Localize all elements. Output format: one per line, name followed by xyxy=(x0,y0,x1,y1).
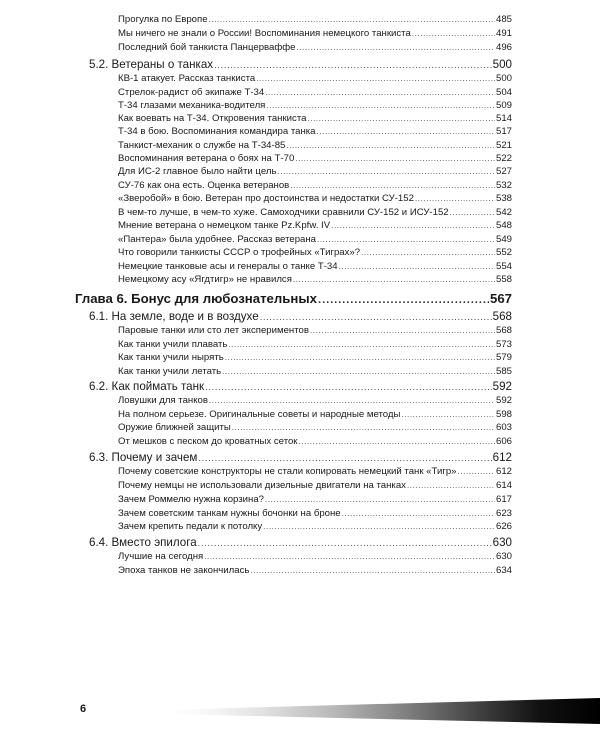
dot-leader xyxy=(250,567,495,575)
toc-entry xyxy=(118,565,512,576)
toc-page-number: 548 xyxy=(495,220,512,231)
toc-page-number: 606 xyxy=(495,436,512,447)
decorative-gradient-bar xyxy=(170,698,600,724)
page-number: 6 xyxy=(80,703,87,715)
toc-page-number: 568 xyxy=(495,325,512,336)
toc-title: На полном серьезе. Оригинальные советы и народные методы xyxy=(118,409,401,420)
toc-entry xyxy=(118,436,512,447)
toc-title: Зачем крепить педали к потолку xyxy=(118,521,263,532)
toc-page-number: 614 xyxy=(495,480,512,491)
dot-leader xyxy=(265,496,495,504)
toc-title: «Пантера» была удобнее. Рассказ ветерана xyxy=(118,234,316,245)
toc-entry xyxy=(118,422,512,433)
dot-leader xyxy=(277,168,495,176)
toc-page-number: 496 xyxy=(495,42,512,53)
toc-section xyxy=(89,58,512,71)
toc-title: Зачем советским танкам нужны бочонки на броне xyxy=(118,508,341,519)
dot-leader xyxy=(361,249,495,257)
dot-leader xyxy=(198,539,492,548)
toc-page-number: 568 xyxy=(492,310,512,323)
toc-entry xyxy=(118,140,512,151)
toc-entry xyxy=(118,366,512,377)
toc-title: Как танки учили плавать xyxy=(118,339,228,350)
toc-title: Ловушки для танков xyxy=(118,395,208,406)
toc-entry xyxy=(118,180,512,191)
toc-title: Как танки учили летать xyxy=(118,366,222,377)
toc-section xyxy=(89,310,512,323)
toc-page-number: 573 xyxy=(495,339,512,350)
toc-entry xyxy=(118,466,512,477)
dot-leader xyxy=(296,44,495,52)
dot-leader xyxy=(286,142,495,150)
toc-page-number: 500 xyxy=(492,58,512,71)
toc-entry xyxy=(118,494,512,505)
toc-title: 5.2. Ветераны о танках xyxy=(89,58,214,71)
toc-entry xyxy=(118,234,512,245)
dot-leader xyxy=(310,327,495,335)
toc-page-number: 623 xyxy=(495,508,512,519)
toc-title: Немецкому асу «Ягдтигр» не нравился xyxy=(118,274,292,285)
toc-page-number: 585 xyxy=(495,366,512,377)
dot-leader xyxy=(295,155,495,163)
toc-title: 6.3. Почему и зачем xyxy=(89,451,198,464)
toc-section xyxy=(89,380,512,393)
toc-title: Как воевать на Т-34. Откровения танкиста xyxy=(118,113,307,124)
toc-title: Т-34 в бою. Воспоминания командира танка xyxy=(118,126,316,137)
toc-page-number: 549 xyxy=(495,234,512,245)
dot-leader xyxy=(317,236,495,244)
dot-leader xyxy=(339,263,495,271)
toc-title: 6.4. Вместо эпилога xyxy=(89,536,197,549)
toc-page-number: 538 xyxy=(495,193,512,204)
dot-leader xyxy=(331,222,495,230)
dot-leader xyxy=(204,553,495,561)
toc-entry xyxy=(118,247,512,258)
toc-page-number: 521 xyxy=(495,140,512,151)
toc-page-number: 532 xyxy=(495,180,512,191)
toc-chapter xyxy=(75,291,512,306)
toc-page-number: 491 xyxy=(495,28,512,39)
toc-entry xyxy=(118,220,512,231)
toc-entry xyxy=(118,28,512,39)
dot-leader xyxy=(214,61,492,70)
dot-leader xyxy=(415,195,495,203)
toc-page-number: 517 xyxy=(495,126,512,137)
toc-page-number: 612 xyxy=(495,466,512,477)
toc-entry xyxy=(118,480,512,491)
dot-leader xyxy=(293,276,495,284)
toc-page-number: 558 xyxy=(495,274,512,285)
toc-entry xyxy=(118,153,512,164)
dot-leader xyxy=(198,454,491,463)
toc-page-number: 567 xyxy=(489,291,512,306)
toc-page-number: 522 xyxy=(495,153,512,164)
dot-leader xyxy=(266,102,495,110)
toc-entry xyxy=(118,395,512,406)
dot-leader xyxy=(299,438,495,446)
toc-entry xyxy=(118,193,512,204)
dot-leader xyxy=(458,468,495,476)
dot-leader xyxy=(317,128,495,136)
toc-title: Почему немцы не использовали дизельные двигатели на танках xyxy=(118,480,406,491)
dot-leader xyxy=(209,16,495,24)
dot-leader xyxy=(318,296,489,306)
toc-title: От мешков с песком до кроватных сеток xyxy=(118,436,298,447)
toc-entry xyxy=(118,274,512,285)
dot-leader xyxy=(407,482,495,490)
toc-page-number: 500 xyxy=(495,73,512,84)
dot-leader xyxy=(228,341,495,349)
dot-leader xyxy=(401,411,495,419)
toc-entry xyxy=(118,339,512,350)
toc-page-number: 554 xyxy=(495,261,512,272)
toc-page-number: 634 xyxy=(495,565,512,576)
toc-entry xyxy=(118,521,512,532)
toc-title: Немецкие танковые асы и генералы о танке Т-34 xyxy=(118,261,338,272)
toc-page-number: 612 xyxy=(492,451,512,464)
toc-page-number: 552 xyxy=(495,247,512,258)
toc-title: СУ-76 как она есть. Оценка ветеранов xyxy=(118,180,290,191)
toc-title: Оружие ближней защиты xyxy=(118,422,231,433)
dot-leader xyxy=(260,313,492,322)
toc-title: Последний бой танкиста Панцерваффе xyxy=(118,42,296,53)
toc-page-number: 504 xyxy=(495,87,512,98)
toc-title: Эпоха танков не закончилась xyxy=(118,565,250,576)
dot-leader xyxy=(342,510,495,518)
dot-leader xyxy=(412,30,495,38)
toc-page-number: 485 xyxy=(495,14,512,25)
dot-leader xyxy=(256,75,495,83)
dot-leader xyxy=(222,368,495,376)
toc-title: Стрелок-радист об экипаже Т-34 xyxy=(118,87,265,98)
toc-page-number: 630 xyxy=(492,536,512,549)
toc-section xyxy=(89,451,512,464)
toc-page-number: 598 xyxy=(495,409,512,420)
toc-title: Для ИС-2 главное было найти цель xyxy=(118,166,277,177)
toc-entry xyxy=(118,42,512,53)
toc-title: 6.2. Как поймать танк xyxy=(89,380,205,393)
toc-title: В чем-то лучше, в чем-то хуже. Самоходчики сравнили СУ-152 и ИСУ-152 xyxy=(118,207,449,218)
dot-leader xyxy=(225,354,495,362)
toc-title: Как танки учили нырять xyxy=(118,352,224,363)
toc-page-number: 592 xyxy=(495,395,512,406)
toc-page-number: 514 xyxy=(495,113,512,124)
dot-leader xyxy=(232,424,495,432)
toc-entry xyxy=(118,409,512,420)
toc-entry xyxy=(118,73,512,84)
toc-page-number: 527 xyxy=(495,166,512,177)
toc-entry xyxy=(118,352,512,363)
dot-leader xyxy=(263,523,495,531)
toc-title: Лучшие на сегодня xyxy=(118,551,204,562)
toc-title: Паровые танки или сто лет экспериментов xyxy=(118,325,309,336)
toc-title: Что говорили танкисты СССР о трофейных «Тиграх»? xyxy=(118,247,361,258)
dot-leader xyxy=(205,383,492,392)
toc-title: Глава 6. Бонус для любознательных xyxy=(75,291,317,306)
toc-entry xyxy=(118,113,512,124)
toc-title: «Зверобой» в бою. Ветеран про достоинства и недостатки СУ-152 xyxy=(118,193,414,204)
toc-title: КВ-1 атакует. Рассказ танкиста xyxy=(118,73,256,84)
toc-entry xyxy=(118,261,512,272)
toc-entry xyxy=(118,126,512,137)
toc-title: Мы ничего не знали о России! Воспоминания немецкого танкиста xyxy=(118,28,411,39)
toc-page-number: 603 xyxy=(495,422,512,433)
toc-entry xyxy=(118,551,512,562)
toc-title: Зачем Роммелю нужна корзина? xyxy=(118,494,265,505)
toc-entry xyxy=(118,100,512,111)
toc-title: Прогулка по Европе xyxy=(118,14,208,25)
toc-page-number: 509 xyxy=(495,100,512,111)
dot-leader xyxy=(290,182,495,190)
toc-entry xyxy=(118,207,512,218)
toc-page-number: 617 xyxy=(495,494,512,505)
toc-entry xyxy=(118,508,512,519)
toc-title: Танкист-механик о службе на Т-34-85 xyxy=(118,140,286,151)
toc-title: Почему советские конструкторы не стали копировать немецкий танк «Тигр» xyxy=(118,466,457,477)
toc-entry xyxy=(118,14,512,25)
toc-title: Воспоминания ветерана о боях на Т-70 xyxy=(118,153,295,164)
toc-title: Мнение ветерана о немецком танке Pz.Kpfw. IV xyxy=(118,220,331,231)
toc-entry xyxy=(118,325,512,336)
toc-entry xyxy=(118,166,512,177)
toc-page-number: 630 xyxy=(495,551,512,562)
toc-entry xyxy=(118,87,512,98)
dot-leader xyxy=(307,115,495,123)
toc-title: 6.1. На земле, воде и в воздухе xyxy=(89,310,259,323)
dot-leader xyxy=(450,209,495,217)
dot-leader xyxy=(265,89,495,97)
toc-section xyxy=(89,536,512,549)
dot-leader xyxy=(209,397,495,405)
toc-page-number: 579 xyxy=(495,352,512,363)
toc-title: Т-34 глазами механика-водителя xyxy=(118,100,266,111)
toc-page-number: 542 xyxy=(495,207,512,218)
toc-page-number: 626 xyxy=(495,521,512,532)
toc-page-number: 592 xyxy=(492,380,512,393)
